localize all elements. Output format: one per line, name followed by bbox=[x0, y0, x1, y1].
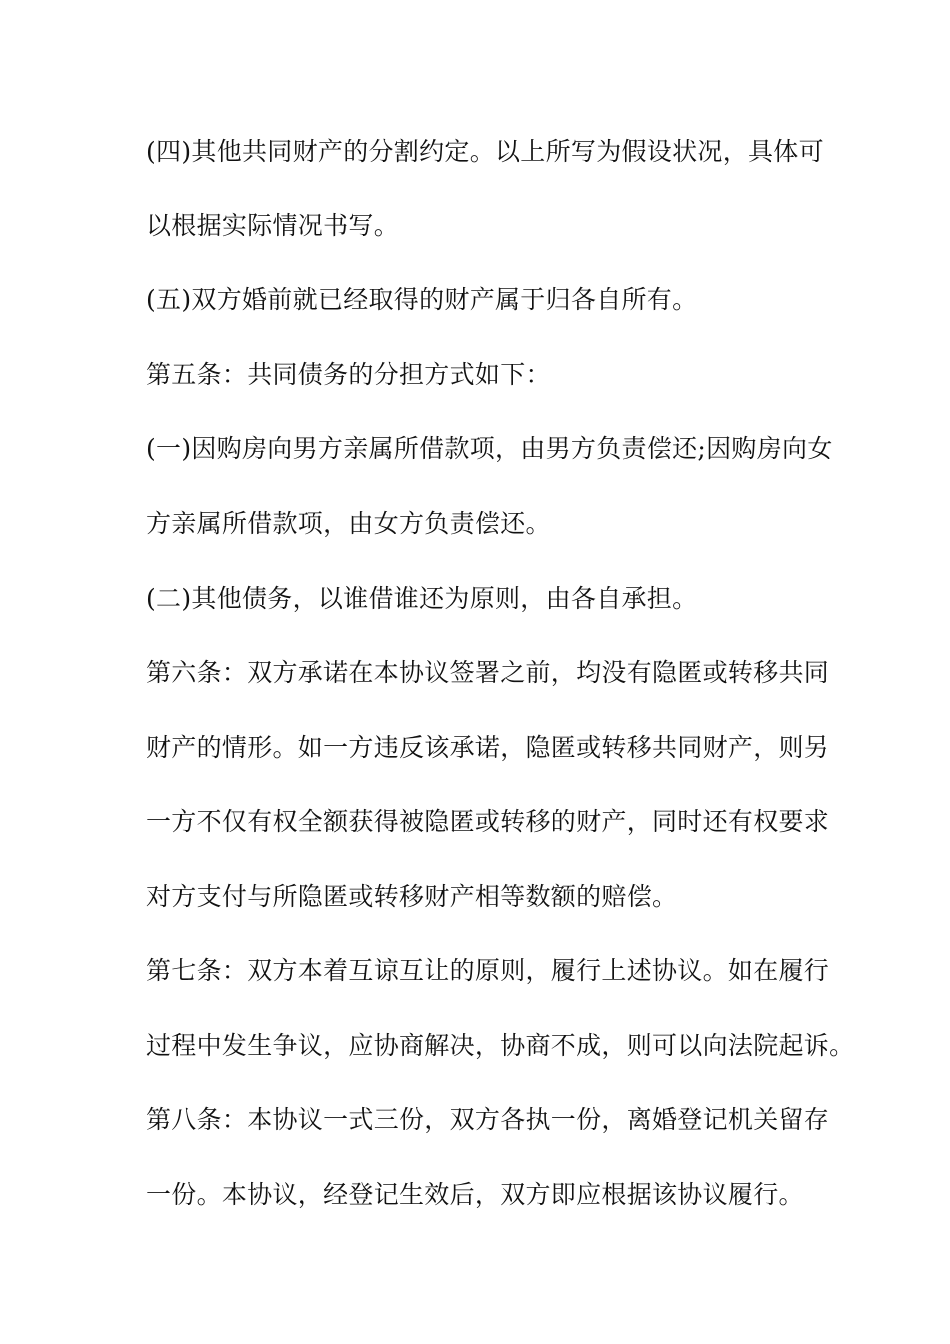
paragraph-line: 一方不仅有权全额获得被隐匿或转移的财产，同时还有权要求 bbox=[146, 807, 830, 836]
paragraph-line: 第六条：双方承诺在本协议签署之前，均没有隐匿或转移共同 bbox=[146, 658, 830, 687]
paragraph-line: 方亲属所借款项，由女方负责偿还。 bbox=[146, 509, 551, 538]
paragraph-line: (二)其他债务，以谁借谁还为原则，由各自承担。 bbox=[146, 584, 698, 613]
paragraph-line: 一份。本协议，经登记生效后，双方即应根据该协议履行。 bbox=[146, 1180, 804, 1209]
paragraph-line: 第七条：双方本着互谅互让的原则，履行上述协议。如在履行 bbox=[146, 956, 830, 985]
paragraph-line: (一)因购房向男方亲属所借款项，由男方负责偿还;因购房向女 bbox=[146, 434, 833, 463]
paragraph-line: (四)其他共同财产的分割约定。以上所写为假设状况，具体可 bbox=[146, 137, 824, 166]
paragraph-line: 以根据实际情况书写。 bbox=[146, 211, 400, 240]
paragraph-line: (五)双方婚前就已经取得的财产属于归各自所有。 bbox=[146, 285, 698, 314]
paragraph-line: 第五条：共同债务的分担方式如下： bbox=[146, 360, 551, 389]
paragraph-line: 过程中发生争议，应协商解决，协商不成，则可以向法院起诉。 bbox=[146, 1031, 855, 1060]
paragraph-line: 对方支付与所隐匿或转移财产相等数额的赔偿。 bbox=[146, 882, 678, 911]
paragraph-line: 财产的情形。如一方违反该承诺，隐匿或转移共同财产，则另 bbox=[146, 733, 830, 762]
paragraph-line: 第八条：本协议一式三份，双方各执一份，离婚登记机关留存 bbox=[146, 1105, 830, 1134]
